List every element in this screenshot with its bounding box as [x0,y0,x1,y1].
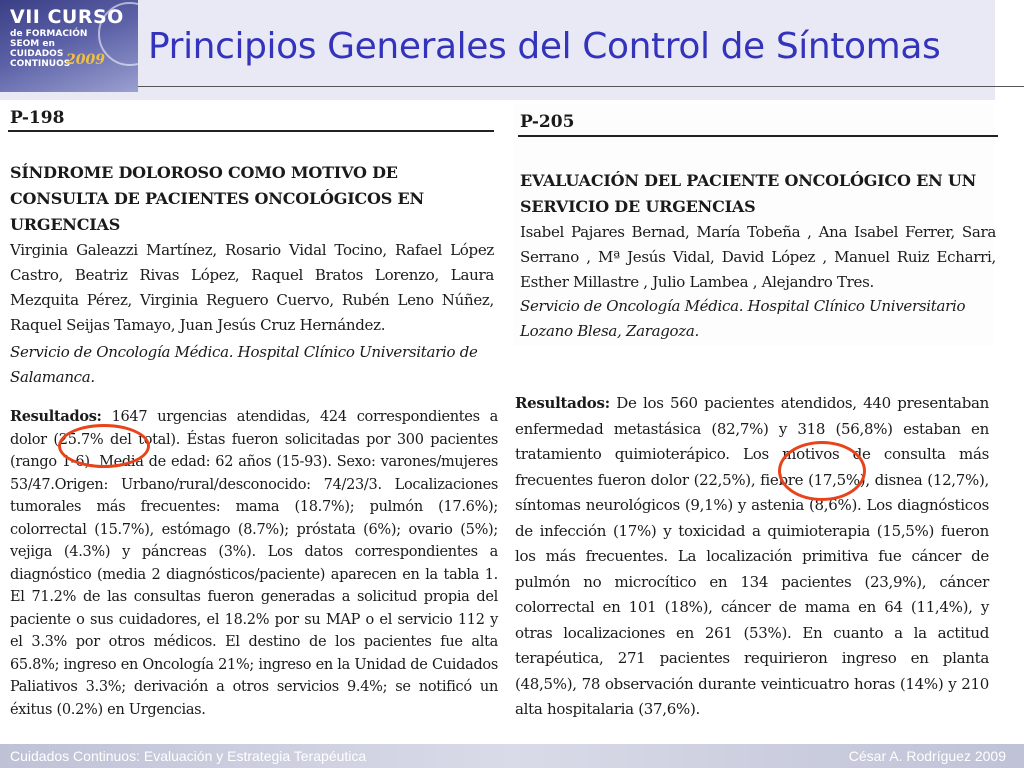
logo-course-number: VII CURSO [10,6,124,28]
abstract-left-results-text: 1647 urgencias atendidas, 424 correspondientes a dolor (25.7% del total). Éstas fueron solicitadas por 300 pacientes (rango 1-6). Media de edad: 62 años (15-93). Sexo: varones/mujeres 53/47.Origen: Urbano/rural/desconocido: 74/23/3. Localizaciones tumorales más frecuentes: mama (18.7%); pulmón (17.6%); colorrectal (15.7%), estómago (8.7%); próstata (6%); ovario (5%); vejiga (4.3%) y páncreas (3%). Los datos correspondientes a diagnóstico (media 2 diagnósticos/paciente) aparecen en la tabla 1. El 71.2% de las consultas fueron generadas a solicitud propia del paciente o sus cuidadores, el 18.2% por su MAP o el servicio 112 y el 3.3% por otros médicos. El destino de los pacientes fue alta 65.8%; ingreso en Oncología 21%; ingreso en la Unidad de Cuidados Paliativos 3.3%; derivación a otros servicios 9.4%; se notificó un éxitus (0.2%) en Urgencias. [10,409,498,718]
abstract-right-code: P-205 [520,112,575,132]
abstract-right-results-label: Resultados: [515,394,610,412]
slide-footer [0,744,1024,768]
abstract-right-results-panel [507,383,994,744]
footer-author: César A. Rodríguez 2009 [848,748,1006,764]
abstract-left-authors: Virginia Galeazzi Martínez, Rosario Vidal Tocino, Rafael López Castro, Beatriz Rivas López, Raquel Bratos Lorenzo, Laura Mezquita Pérez, Virginia Reguero Cuervo, Rubén Leno Núñez, Raquel Seijas Tamayo, Juan Jesús Cruz Hernández. [10,241,494,334]
abstract-right-affiliation: Servicio de Oncología Médica. Hospital Clínico Universitario Lozano Blesa, Zaragoza. [520,297,966,340]
logo-course-name: de FORMACIÓN SEOM en CUIDADOS CONTINUOS [10,29,88,69]
abstract-left-code: P-198 [10,108,65,128]
abstract-right-results [515,391,989,723]
course-logo [0,0,138,92]
abstract-right-authors: Isabel Pajares Bernad, María Tobeña , Ana Isabel Ferrer, Sara Serrano , Mª Jesús Vidal, David López , Manuel Ruiz Echarri, Esther Millastre , Julio Lambea , Alejandro Tres. [520,223,996,291]
abstract-left-results-label: Resultados: [10,408,102,425]
abstract-left-affiliation: Servicio de Oncología Médica. Hospital Clínico Universitario de Salamanca. [10,343,478,386]
abstract-left-rule [8,130,494,132]
title-divider [138,86,1024,87]
abstract-right-rule [518,135,998,137]
abstract-left-results-panel [4,398,504,744]
abstract-right-results-text: De los 560 pacientes atendidos, 440 presentaban enfermedad metastásica (82,7%) y 318 (56,8%) estaban en tratamiento quimioterápico. Los motivos de consulta más frecuentes fueron dolor (22,5%), fiebre (17,5%), disnea (12,7%), síntomas neurológicos (9,1%) y astenia (8,6%). Los diagnósticos de infección (17%) y toxicidad a quimioterapia (15,5%) fueron los más frecuentes. La localización primitiva fue cáncer de pulmón no microcítico en 134 pacientes (23,9%), cáncer colorrectal en 101 (18%), cáncer de mama en 64 (11,4%), y otras localizaciones en 261 (53%). En cuanto a la actitud terapéutica, 271 pacientes requirieron ingreso en planta (48,5%), 78 observación durante veinticuatro horas (14%) y 210 alta hospitalaria (37,6%). [515,394,990,718]
abstract-left-results [10,406,498,721]
abstract-right-header-panel [514,104,994,346]
abstract-left-heading: SÍNDROME DOLOROSO COMO MOTIVO DE CONSULTA DE PACIENTES ONCOLÓGICOS EN URGENCIAS [10,163,424,234]
slide-title: Principios Generales del Control de Síntomas [148,26,941,67]
logo-year: 2009 [66,52,105,68]
abstract-right-heading: EVALUACIÓN DEL PACIENTE ONCOLÓGICO EN UN SERVICIO DE URGENCIAS [520,171,977,216]
footer-course-title: Cuidados Continuos: Evaluación y Estrategia Terapéutica [10,748,367,764]
abstract-left-header-panel [4,100,504,392]
